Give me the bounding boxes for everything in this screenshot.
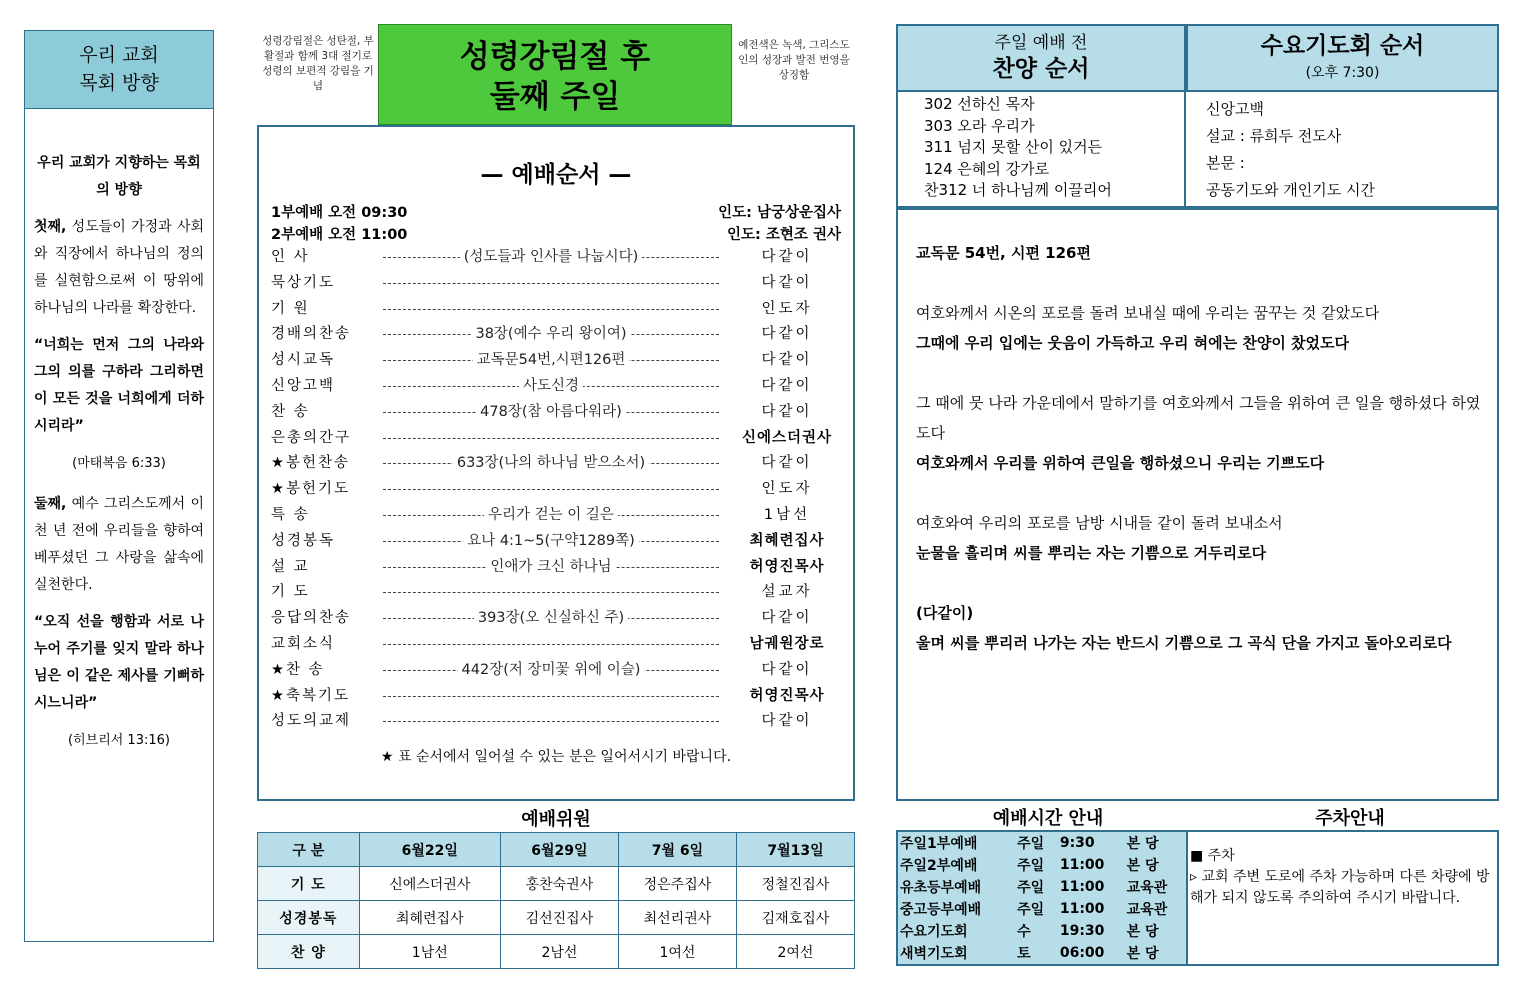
order-item-person: 다같이 [761,326,813,343]
order-item-desc-text: 393장(오 신실하신 주) [474,610,628,626]
reading-leader: 여호와여 우리의 포로를 남방 시내들 같이 돌려 보내소서 [916,514,1283,532]
order-item-name: ★봉헌기도 [271,481,351,498]
committee-cell: 홍찬숙권사 [500,867,618,901]
committee-header: 7월 6일 [618,833,736,867]
order-item-name: 묵상기도 [271,274,336,291]
committee-role: 성경봉독 [258,901,360,935]
reading-leader: 그 때에 뭇 나라 가운데에서 말하기를 여호와께서 그들을 위하여 큰 일을 행하셨다 하였도다 [916,394,1481,442]
time-place: 본 당 [1126,836,1159,852]
reading-response: 여호와께서 우리를 위하여 큰일을 행하셨으니 우리는 기쁘도다 [916,454,1325,472]
time-row [898,854,1186,876]
committee-header: 6월29일 [500,833,618,867]
committee-header: 6월22일 [359,833,500,867]
wednesday-item: 설교 : 류희두 전도사 [1206,127,1342,145]
order-item-name: ★봉헌찬송 [271,455,351,472]
wednesday-item: 본문 : [1206,154,1245,172]
time-hour: 06:00 [1059,945,1105,961]
hymn-order-heading [896,24,1186,92]
church-direction-heading [25,31,213,109]
reading-leader: 여호와께서 시온의 포로를 돌려 보내실 때에 우리는 꿈꾸는 것 같았도다 [916,304,1380,322]
order-item [271,245,841,269]
direction-second [34,491,204,599]
service-times-title: 예배시간 안내 [992,808,1104,829]
committee-cell: 김재호집사 [736,901,854,935]
time-place: 본 당 [1126,924,1159,940]
order-item-person: 남궤원장로 [749,636,825,652]
hymn-item: 124 은혜의 강가로 [924,159,1050,178]
committee-cell: 1여선 [618,935,736,969]
order-item-desc [383,658,719,682]
order-item-desc-text: 478장(참 아름다워라) [476,404,626,420]
time-day: 토 [1017,946,1031,962]
hymn-item: 찬312 너 하나님께 이끌리어 [924,181,1112,199]
order-item-name: 기 원 [271,300,310,317]
time-hour: 9:30 [1059,835,1095,851]
reading-all-label: (다같이) [916,604,974,622]
committee-header: 구 분 [258,833,360,867]
order-item-desc [383,245,719,269]
service2-leader: 인도: 조현조 권사 [727,227,841,243]
order-item [271,606,841,630]
order-item-name: 경배의찬송 [271,326,352,343]
order-item-desc-text: 교독문54번,시편126편 [473,352,630,368]
order-item-person: 다같이 [761,455,813,472]
direction-intro: 우리 교회가 지향하는 목회의 방향 [37,155,201,198]
order-leader-line [383,489,719,490]
order-item-name: 교회소식 [271,636,336,652]
order-item-desc-text: (성도들과 인사를 나눕시다) [460,249,643,265]
committee-header: 7월13일 [736,833,854,867]
first-quote: “너희는 먼저 그의 나라와 그의 의를 구하라 그리하면 이 모든 것을 너희에게 더하시리라” [34,337,204,434]
wednesday-heading [1186,24,1499,92]
second-label: 둘째, [34,496,67,512]
order-item-person: 최혜련집사 [749,532,825,549]
order-item-name: 찬 송 [271,403,310,420]
order-item-desc [383,348,719,372]
order-item [271,477,841,501]
heading-line2: 목회 방향 [79,72,159,94]
order-item-name: 인 사 [271,249,310,265]
reading-all-text: 울며 씨를 뿌리러 나가는 자는 반드시 기쁨으로 그 곡식 단을 가지고 돌아오리로다 [916,634,1452,652]
service1-leader: 인도: 남궁상운집사 [718,205,841,221]
time-row [898,898,1186,920]
reading-response: 그때에 우리 입에는 웃음이 가득하고 우리 혀에는 찬양이 찼었도다 [916,334,1350,352]
time-service: 새벽기도회 [900,946,968,962]
time-hour: 11:00 [1059,857,1105,873]
committee-cell: 정철진집사 [736,867,854,901]
order-item-desc [383,451,719,475]
order-item [271,684,841,708]
order-item [271,322,841,346]
hymn-item: 311 넘지 못할 산이 있거든 [924,138,1103,156]
committee-role: 찬 양 [258,935,360,969]
order-item-person: 신에스더권사 [741,429,833,446]
church-direction-body [34,150,204,768]
order-item-person: 설교자 [761,584,813,601]
order-item [271,348,841,372]
order-item-desc [383,555,719,579]
committee-cell: 최선리권사 [618,901,736,935]
committee-title: 예배위원 [521,809,591,830]
time-day: 수 [1017,924,1031,940]
order-item-name: 설 교 [271,558,310,575]
order-item-desc-text: 633장(나의 하나님 받으소서) [453,455,649,471]
time-row [898,920,1186,942]
order-item-person: 허영진목사 [749,687,825,704]
time-day: 주일 [1017,902,1045,918]
order-item [271,580,841,604]
order-item-name: 성경봉독 [271,532,336,549]
time-service: 주일1부예배 [900,836,978,852]
first-ref: (마태복음 6:33) [72,456,166,471]
service1-row [271,201,841,225]
order-item-desc [383,322,719,346]
order-leader-line [383,696,719,697]
order-item-person: 허영진목사 [749,558,825,575]
committee-cell: 2여선 [736,935,854,969]
reading-pair [916,508,1482,568]
liturgical-color-note: 예전색은 녹색, 그리스도인의 성장과 발전 번영을 상징함 [738,39,850,81]
order-item [271,400,841,424]
time-day: 주일 [1017,836,1045,852]
standing-note: ★ 표 순서에서 일어설 수 있는 분은 일어서시기 바랍니다. [380,749,732,765]
time-row [898,832,1186,854]
hymn-item: 302 선하신 목자 [924,95,1035,113]
time-hour: 19:30 [1059,923,1105,939]
reading-pair [916,298,1482,358]
title-line2: 둘째 주일 [489,79,621,115]
time-day: 주일 [1017,858,1045,874]
first-text: 성도들이 가정과 사회와 직장에서 하나님의 정의를 실현함으로써 이 땅위에 하나님의 나라를 확장한다. [34,219,204,316]
order-item-desc-text: 사도신경 [519,378,583,394]
order-item [271,271,841,295]
service2-row [271,223,841,247]
order-item-name: 은총의간구 [271,429,352,446]
wednesday-title: 수요기도회 순서 [1260,33,1425,59]
first-label: 첫째, [34,219,67,235]
reading-response: 눈물을 흘리며 씨를 뿌리는 자는 기쁨으로 거두리로다 [916,544,1267,562]
committee-cell: 신에스더권사 [359,867,500,901]
order-item-desc-text: 442장(저 장미꽃 위에 이슬) [458,662,645,678]
wednesday-item: 공동기도와 개인기도 시간 [1206,181,1375,199]
time-service: 중고등부예배 [900,902,982,918]
order-item-name: 성도의교제 [271,713,352,730]
order-item-person: 인도자 [761,481,813,498]
committee-table [257,832,855,969]
order-leader-line [383,592,719,593]
committee-row [258,935,855,969]
order-item [271,632,841,656]
order-item-name: ★찬 송 [271,661,325,678]
parking-title: 주차안내 [1315,808,1385,829]
order-item-desc [383,606,719,630]
order-item-name: 기 도 [271,584,310,601]
order-item-person: 다같이 [761,378,813,394]
order-item [271,503,841,527]
order-item-name: 신앙고백 [271,378,336,394]
second-quote: “오직 선을 행함과 서로 나누어 주기를 잊지 말라 하나님은 이 같은 제사를 기뻐하시느니라” [34,614,204,711]
order-item-desc-text: 우리가 걷는 이 길은 [484,507,618,523]
worship-order-title: — 예배순서 — [480,162,632,188]
order-item-person: 다같이 [761,249,813,265]
order-item-name: 응답의찬송 [271,610,352,627]
reading-all [916,598,1482,658]
hymn-list [924,94,1112,202]
parking-body [1190,846,1496,909]
service2-time: 2부예배 오전 11:00 [271,227,408,243]
order-item-person: 1남선 [763,507,811,523]
parking-label: ■ 주차 [1190,848,1235,864]
order-item-desc-text: 요나 4:1~5(구약1289쪽) [463,533,639,549]
order-item-desc [383,529,719,553]
order-item [271,529,841,553]
wednesday-time: (오후 7:30) [1305,65,1380,81]
order-leader-line [383,309,719,310]
bottom-divider [1186,832,1188,964]
order-leader-line [383,721,719,722]
order-leader-line [383,644,719,645]
pentecost-note: 성령강림절은 성탄절, 부활절과 함께 3대 절기로 성령의 보편적 강림을 기념 [262,35,374,92]
order-leader-line [383,283,719,284]
order-item [271,426,841,450]
order-item [271,297,841,321]
service-times-table [898,832,1186,964]
title-line1: 성령강림절 후 [459,39,651,75]
order-item-person: 다같이 [761,352,813,369]
committee-header-row [258,833,855,867]
hymn-item: 303 오라 우리가 [924,116,1035,135]
order-item-desc [383,374,719,398]
committee-cell: 정은주집사 [618,867,736,901]
order-item-person: 다같이 [761,661,813,678]
order-item [271,709,841,733]
order-item-desc [383,400,719,424]
order-item-name: 특 송 [271,507,310,523]
order-item [271,374,841,398]
time-place: 본 당 [1126,858,1159,874]
responsive-reading [916,238,1482,688]
order-item-person: 다같이 [761,610,813,627]
committee-cell: 2남선 [500,935,618,969]
time-service: 수요기도회 [900,924,968,940]
time-row [898,942,1186,964]
time-row [898,876,1186,898]
order-item-desc-text: 인애가 크신 하나님 [486,559,615,575]
hymn-subtitle: 주일 예배 전 [994,33,1088,53]
order-item-name: ★축복기도 [271,687,351,704]
wednesday-item: 신앙고백 [1206,100,1264,118]
order-item-name: 성시교독 [271,352,336,369]
heading-line1: 우리 교회 [79,44,159,66]
service1-time: 1부예배 오전 09:30 [271,205,408,221]
hymn-title: 찬양 순서 [992,56,1090,82]
committee-row [258,901,855,935]
reading-pair [916,388,1482,478]
time-place: 본 당 [1126,946,1159,962]
direction-first [34,214,204,322]
reading-heading: 교독문 54번, 시편 126편 [916,244,1091,262]
time-service: 유초등부예배 [900,880,982,896]
order-item-desc-text: 38장(예수 우리 왕이여) [471,326,630,342]
time-place: 교육관 [1126,902,1168,918]
time-service: 주일2부예배 [900,858,978,874]
time-hour: 11:00 [1059,879,1105,895]
time-day: 주일 [1017,880,1045,896]
order-item-desc [383,503,719,527]
page-title [378,24,732,125]
order-item-person: 인도자 [761,300,813,317]
time-place: 교육관 [1126,880,1168,896]
second-text: 예수 그리스도께서 이천 년 전에 우리들을 향하여 베푸셨던 그 사랑을 삶속에 실천한다. [34,496,204,593]
committee-row [258,867,855,901]
order-item [271,451,841,475]
time-hour: 11:00 [1059,901,1105,917]
committee-role: 기 도 [258,867,360,901]
order-item-person: 다같이 [761,403,813,420]
wednesday-list [1206,96,1375,204]
parking-text: ▹ 교회 주변 도로에 주차 가능하며 다른 차량에 방해가 되지 않도록 주의하여 주시기 바랍니다. [1190,869,1490,906]
committee-cell: 김선진집사 [500,901,618,935]
order-leader-line [383,438,719,439]
committee-cell: 1남선 [359,935,500,969]
order-item-person: 다같이 [761,713,813,730]
second-ref: (히브리서 13:16) [68,733,170,748]
committee-cell: 최혜련집사 [359,901,500,935]
order-item [271,658,841,682]
order-item-person: 다같이 [761,274,813,291]
order-item [271,555,841,579]
